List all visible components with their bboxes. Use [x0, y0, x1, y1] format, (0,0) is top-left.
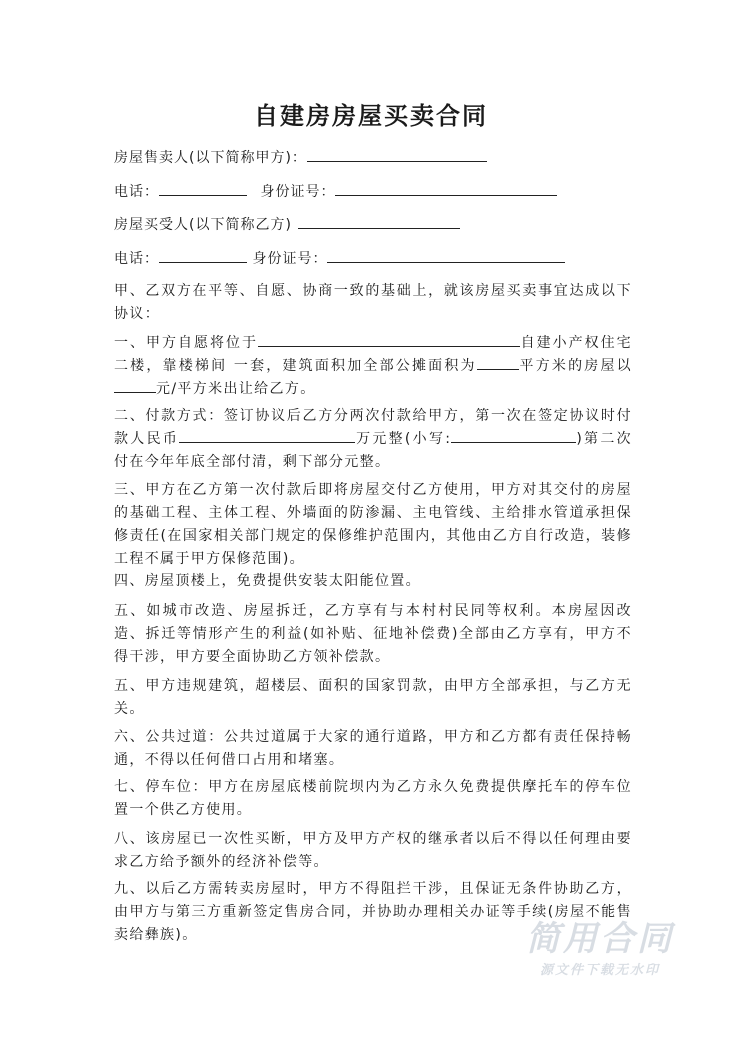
contract-title: 自建房房屋买卖合同	[254, 101, 488, 130]
clause-4: 四、房屋顶楼上，免费提供安装太阳能位置。	[114, 573, 421, 589]
watermark-tagline: 源文件下载无水印	[539, 963, 660, 978]
watermark-brand: 简用合同	[526, 919, 674, 959]
clause-5b: 五、甲方违规建筑，超楼层、面积的国家罚款，由甲方全部承担，与乙方无关。	[114, 678, 632, 717]
clause-1-text-c: 平方米的房屋以	[518, 358, 632, 374]
buyer-label: 房屋买受人(以下简称乙方)	[114, 217, 292, 233]
seller-name-blank	[307, 147, 487, 162]
seller-phone-label: 电话：	[114, 184, 159, 200]
seller-phone-blank	[159, 181, 247, 196]
buyer-name-line	[114, 214, 634, 237]
watermark	[508, 918, 692, 982]
seller-label: 房屋售卖人(以下简称甲方)：	[114, 150, 307, 166]
clause-2-text-a: 二、付款方式：签订协议后乙方分两次付款给甲方，第一次在签定协议时付款人民币	[114, 408, 632, 447]
buyer-name-blank	[298, 214, 460, 229]
clause-1	[114, 332, 632, 401]
clause-3: 三、甲方在乙方第一次付款后即将房屋交付乙方使用，甲方对其交付的房屋的基础工程、主体工程、外墙面的防渗漏、主电管线、主给排水管道承担保修责任(在国家相关部门规定的保修维护范围内，其他由乙方自行改造，装修工程不属于甲方保修范围)。	[114, 482, 632, 567]
clause-1-text-a: 一、甲方自愿将位于	[114, 335, 258, 351]
seller-name-line	[114, 147, 634, 170]
clause-2-text-b: 万元整(小写:	[355, 431, 452, 447]
amount-figure-blank	[451, 428, 576, 443]
clause-1-text-d: 元/平方米出让给乙方。	[156, 381, 316, 397]
buyer-phone-label: 电话：	[114, 251, 159, 267]
seller-id-label: 身份证号：	[260, 184, 336, 200]
buyer-id-label: 身份证号：	[252, 251, 328, 267]
buyer-id-blank	[327, 248, 565, 263]
buyer-phone-line	[114, 248, 634, 271]
intro-paragraph: 甲、乙双方在平等、自愿、协商一致的基础上，就该房屋买卖事宜达成以下协议：	[114, 283, 632, 322]
clause-7: 七、停车位：甲方在房屋底楼前院坝内为乙方永久免费提供摩托车的停车位置一个供乙方使用。	[114, 779, 632, 818]
location-blank	[258, 332, 520, 347]
clause-6: 六、公共过道：公共过道属于大家的通行道路，甲方和乙方都有责任保持畅通，不得以任何借口占用和堵塞。	[114, 729, 632, 768]
clause-5a: 五、如城市改造、房屋拆迁，乙方享有与本村村民同等权利。本房屋因改造、拆迁等情形产生的利益(如补贴、征地补偿费)全部由乙方享有，甲方不得干涉，甲方要全面协助乙方领补偿款。	[114, 603, 632, 665]
clause-8: 八、该房屋已一次性买断，甲方及甲方产权的继承者以后不得以任何理由要求乙方给予额外的经济补偿等。	[114, 831, 632, 870]
seller-id-blank	[335, 181, 557, 196]
clause-2-text-c: )第二次付在今年年底全部付清，剩下部分元整。	[114, 431, 632, 470]
clause-2	[114, 405, 632, 474]
area-blank	[477, 355, 519, 370]
seller-phone-line	[114, 181, 634, 204]
clause-9: 九、以后乙方需转卖房屋时，甲方不得阻拦干涉，且保证无条件协助乙方，由甲方与第三方重新签定售房合同，并协助办理相关办证等手续(房屋不能售卖给彝族)。	[114, 881, 632, 943]
price-blank	[114, 378, 156, 393]
amount-blank	[179, 428, 355, 443]
clause-1-text-b: 自建小产权住宅二楼，靠楼梯间 一套，建筑面积加全部公摊面积为	[114, 335, 632, 374]
buyer-phone-blank	[159, 248, 247, 263]
